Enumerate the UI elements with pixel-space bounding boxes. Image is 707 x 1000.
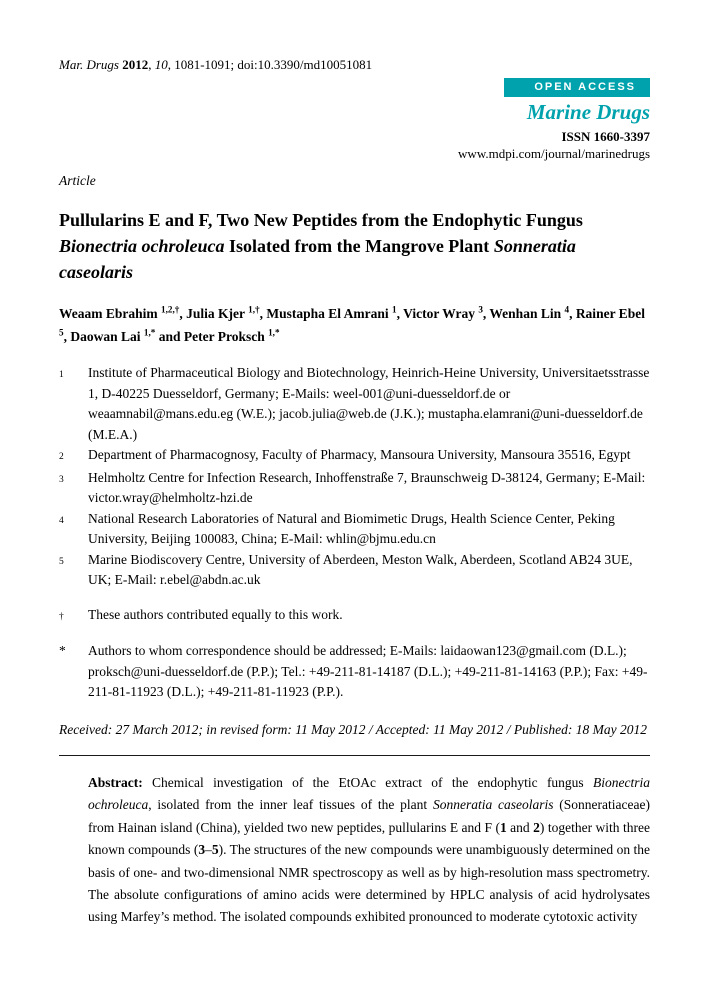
affiliation-item — [59, 445, 650, 468]
affiliation-item — [59, 550, 650, 591]
journal-name: Marine Drugs — [526, 100, 650, 124]
affiliations-list — [59, 363, 650, 591]
affiliation-text: National Research Laboratories of Natural and Biomimetic Drugs, Health Science Center, Peking University, Beijing 100083, China; E-Mail: whlin@bjmu.edu.cn — [88, 510, 615, 546]
affiliation-number: 4 — [59, 515, 64, 526]
abstract-paragraph: Abstract: Chemical investigation of the EtOAc extract of the endophytic fungus Bionectria ochroleuca, isolated from the inner leaf tissues of the plant Sonneratia caseolaris (Sonneratiaceae) from Hainan island (China), yielded two new peptides, pullularins E and F (1 and 2) together with three known compounds (3–5). The structures of the new compounds were unambiguously determined on the basis of one- and two-dimensional NMR spectroscopy as well as by high-resolution mass spectrometry. The absolute configurations of amino acids were determined by HPLC analysis of acid hydrolysates using Marfey’s method. The isolated compounds exhibited pronounced to moderate cytotoxic activity — [88, 775, 650, 925]
equal-contribution-text: These authors contributed equally to this work. — [88, 606, 343, 622]
affiliation-item — [59, 468, 650, 509]
affiliation-text: Marine Biodiscovery Centre, University of Aberdeen, Meston Walk, Aberdeen, Scotland AB24 3UE, UK; E-Mail: r.ebel@abdn.ac.uk — [88, 551, 633, 587]
correspondence-note — [59, 641, 650, 703]
authors-line: Weaam Ebrahim $^{1,2,\dagger}$, Julia Kjer $^{1,\dagger}$, Mustapha El Amrani $^1$, Victor Wray $^3$, Wenhan Lin $^4$, Rainer Ebel $^5$, Daowan Lai $^{1,*}$ and Peter Proksch $^{1,*}$ — [59, 304, 645, 344]
affiliation-number: 1 — [59, 370, 64, 380]
affiliation-item — [59, 363, 650, 445]
affiliation-text: Institute of Pharmaceutical Biology and Biotechnology, Heinrich-Heine University, Universitaetsstrasse 1, D-40225 Duesseldorf, Germany; E-Mails: weel-001@uni-duesseldorf.de or weaamnabil@mans.edu.eg (W.E.); jacob.julia@web.de (J.K.); mustapha.elamrani@uni-duesseldorf.de (M.E.A.) — [88, 365, 650, 442]
affiliation-number: 3 — [59, 474, 64, 485]
correspondence-text: Authors to whom correspondence should be addressed; E-Mails: laidaowan123@gmail.com (D.L.); proksch@uni-duesseldorf.de (P.P.); Tel.: +49-211-81-14187 (D.L.); +49-211-81-14163 (P.P.); Fax: +49-211-81-11923 (D.L.); +49-211-81-11923 (P.P.). — [88, 643, 648, 699]
affiliation-text: Department of Pharmacognosy, Faculty of Pharmacy, Mansoura University, Mansoura 35516, Egypt — [88, 447, 631, 462]
article-type-label: Article — [59, 173, 96, 188]
dates-line: Received: 27 March 2012; in revised form: 11 May 2012 / Accepted: 11 May 2012 / Published: 18 May 2012 — [59, 721, 647, 737]
dagger-marker: † — [59, 611, 64, 622]
equal-contribution-note — [59, 605, 650, 628]
citation-line: Mar. Drugs 2012, 10, 1081-1091; doi:10.3390/md10051081 — [59, 57, 373, 72]
affiliation-number: 5 — [59, 556, 64, 567]
paper-title: Pullularins E and F, Two New Peptides from the Endophytic Fungus Bionectria ochroleuca Isolated from the Mangrove Plant Sonneratia caseolaris — [59, 210, 583, 282]
open-access-badge: OPEN ACCESS — [504, 78, 650, 97]
issn-line: ISSN 1660-3397 — [561, 129, 650, 144]
journal-header-block — [59, 77, 650, 162]
affiliation-text: Helmholtz Centre for Infection Research, Inhoffenstraße 7, Braunschweig D-38124, Germany; E-Mail: victor.wray@helmholtz-hzi.de — [88, 469, 646, 505]
affiliation-item — [59, 509, 650, 550]
journal-url: www.mdpi.com/journal/marinedrugs — [458, 146, 650, 161]
section-divider — [59, 755, 650, 756]
asterisk-marker: * — [59, 643, 66, 658]
affiliation-number: 2 — [59, 452, 64, 462]
